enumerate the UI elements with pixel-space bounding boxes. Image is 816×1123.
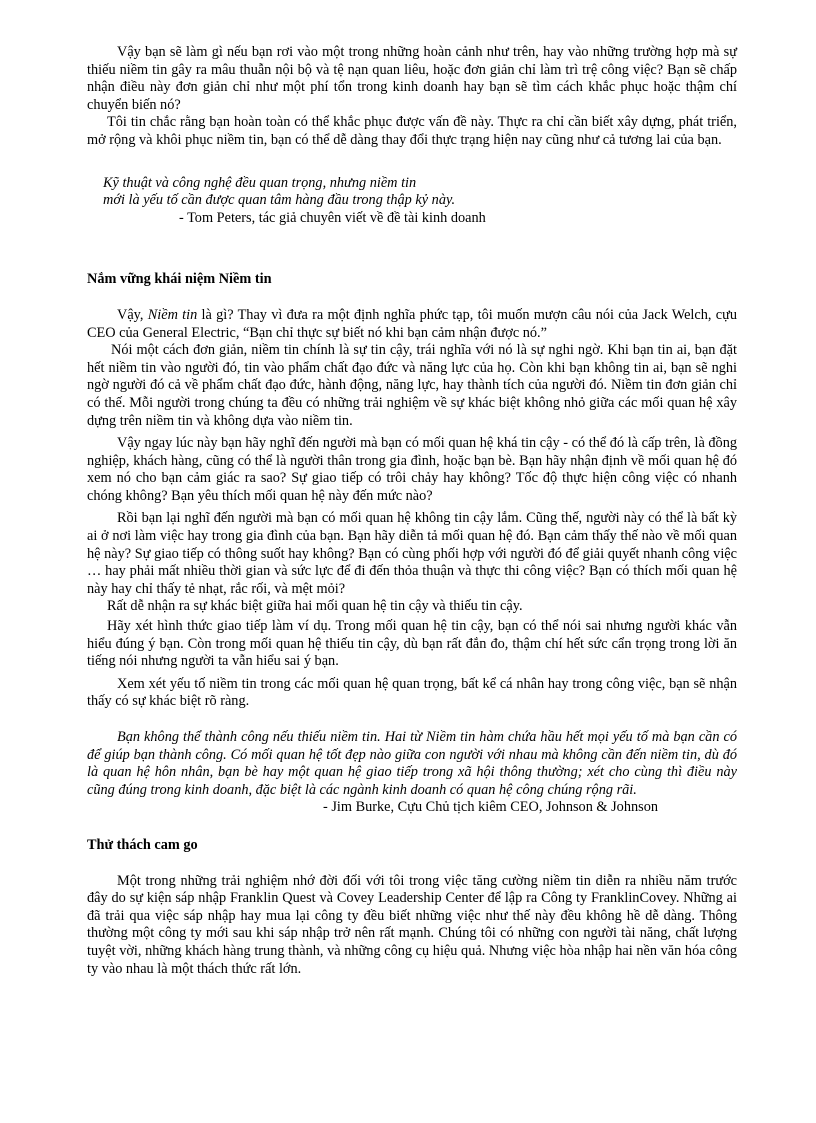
epigraph-line-1: Kỹ thuật và công nghệ đều quan trọng, nhưng niềm tin [103, 174, 417, 191]
spacer [87, 711, 737, 729]
section1-paragraph-4: Rồi bạn lại nghĩ đến người mà bạn có mối quan hệ không tin cậy lắm. Cũng thế, người này có thể là bất kỳ ai ở nơi làm việc hay trong gia đình của bạn. Bạn hãy diễn tả mối quan hệ đó. Bạn cảm thấy thế nào về mối quan hệ này? Sự giao tiếp có thông suốt hay không? Bạn có cùng phối hợp với người đó để giải quyết nhanh công việc … hay phải mất nhiều thời gian và sức lực để đi đến thỏa thuận và thực thi công việc? Bạn có thích mối quan hệ này hay chỉ thấy tẻ nhạt, rắc rối, và mệt mỏi? [87, 510, 737, 597]
spacer [87, 817, 737, 837]
section-heading-tough-challenge: Thử thách cam go [87, 836, 198, 853]
intro-paragraph-2: Tôi tin chắc rằng bạn hoàn toàn có thể khắc phục được vấn đề này. Thực ra chỉ cần biết xây dựng, phát triển, mở rộng và khôi phục niềm tin, bạn có thể dễ dàng thay đổi thực trạng hiện nay cũng như cả tương lai của bạn. [87, 114, 737, 148]
spacer [87, 855, 737, 873]
spacer [87, 227, 737, 271]
paragraph-text: Vậy, [117, 306, 148, 323]
section1-paragraph-7: Xem xét yếu tố niềm tin trong các mối quan hệ quan trọng, bất kể cá nhân hay trong công việc, bạn sẽ nhận thấy có sự khác biệt rõ ràng. [87, 675, 737, 710]
epigraph-attribution: - Tom Peters, tác giả chuyên viết về đề tài kinh doanh [179, 209, 486, 226]
paragraph-text: là gì? Thay vì đưa ra một định nghĩa phức tạp, tôi muốn mượn câu nói của Jack Welch, cựu CEO của General Electric, “Bạn chỉ thực sự biết nó khi bạn cảm nhận được nó.” [87, 306, 737, 341]
spacer [87, 289, 737, 307]
burke-attribution: - Jim Burke, Cựu Chủ tịch kiêm CEO, Johnson & Johnson [323, 799, 658, 816]
epigraph-quote [103, 175, 737, 228]
document-page [87, 44, 737, 978]
emphasis-term: Niềm tin [147, 306, 198, 323]
spacer [87, 150, 737, 167]
section1-paragraph-6: Hãy xét hình thức giao tiếp làm ví dụ. Trong mối quan hệ tin cậy, bạn có thể nói sai nhưng người khác vẫn hiểu đúng ý bạn. Còn trong mối quan hệ thiếu tin cậy, dù bạn rất đắn đo, thậm chí hết sức cẩn trọng trong lời ăn tiếng nói nhưng người ta vẫn hiểu sai ý bạn. [87, 618, 737, 670]
section1-paragraph-2: Nói một cách đơn giản, niềm tin chính là sự tin cậy, trái nghĩa với nó là sự nghi ngờ. Khi bạn tin ai, bạn đặt hết niềm tin vào người đó, tin vào phẩm chất đạo đức và năng lực của họ. Còn khi bạn không tin ai, bạn sẽ nghi ngờ người đó cả về phẩm chất đạo đức, hành động, năng lực, hay thành tích của người đó. Niềm tin đơn giản chỉ có thế. Mỗi người trong chúng ta đều có những trải nghiệm về sự khác biệt không nhỏ giữa các mối quan hệ xây dựng trên niềm tin và không dựa vào niềm tin. [87, 342, 737, 429]
burke-quote: Bạn không thể thành công nếu thiếu niềm tin. Hai từ Niềm tin hàm chứa hầu hết mọi yếu tố mà bạn cần có để giúp bạn thành công. Có mối quan hệ tốt đẹp nào giữa con người với nhau mà không cần đến niềm tin, dù đó là quan hệ hôn nhân, bạn bè hay một quan hệ giao tiếp trong xã hội thông thường; xét cho cùng thì điều này cũng đúng trong kinh doanh, đặc biệt là các ngành kinh doanh có quan hệ công chúng rộng rãi. [87, 729, 737, 798]
section-heading-trust-concept: Nắm vững khái niệm Niềm tin [87, 271, 272, 288]
section1-paragraph-1 [87, 307, 737, 342]
intro-paragraph-1: Vậy bạn sẽ làm gì nếu bạn rơi vào một trong những hoàn cảnh như trên, hay vào những trường hợp mà sự thiếu niềm tin gây ra mâu thuẫn nội bộ và tệ nạn quan liêu, hoặc đơn giản chỉ làm trì trệ công việc? Bạn sẽ chấp nhận điều này đơn giản chỉ như một phí tổn trong kinh doanh hay bạn sẽ tìm cách khắc phục hoặc thậm chí chuyển biến nó? [87, 44, 737, 113]
section1-paragraph-3: Vậy ngay lúc này bạn hãy nghĩ đến người mà bạn có mối quan hệ khá tin cậy - có thể đó là cấp trên, là đồng nghiệp, khách hàng, cũng có thể là người thân trong gia đình, hoặc bạn bè. Bạn hãy nhận định về mối quan hệ đó xem nó cho bạn cảm giác ra sao? Sự giao tiếp có trôi chảy hay không? Tốc độ thực hiện công việc có nhanh chóng không? Bạn yêu thích mối quan hệ này đến mức nào? [87, 435, 737, 504]
section1-paragraph-5: Rất dễ nhận ra sự khác biệt giữa hai mối quan hệ tin cậy và thiếu tin cậy. [107, 598, 523, 615]
section2-paragraph-1: Một trong những trải nghiệm nhớ đời đối với tôi trong việc tăng cường niềm tin diễn ra nhiều năm trước đây do sự kiện sáp nhập Franklin Quest và Covey Leadership Center để lập ra Công ty FranklinCovey. Những ai đã trải qua việc sáp nhập hay mua lại công ty đều biết những việc như thế này đều không hề dễ dàng. Thông thường một công ty mới sau khi sáp nhập trở nên rất mạnh. Chúng tôi có những con người tài năng, chất lượng tuyệt vời, những khách hàng trung thành, và những công cụ hiệu quả. Nhưng việc hòa nhập hai nền văn hóa công ty vào nhau là một thách thức rất lớn. [87, 872, 737, 977]
epigraph-line-2: mới là yếu tố cần được quan tâm hàng đầu trong thập kỷ này. [103, 192, 456, 209]
